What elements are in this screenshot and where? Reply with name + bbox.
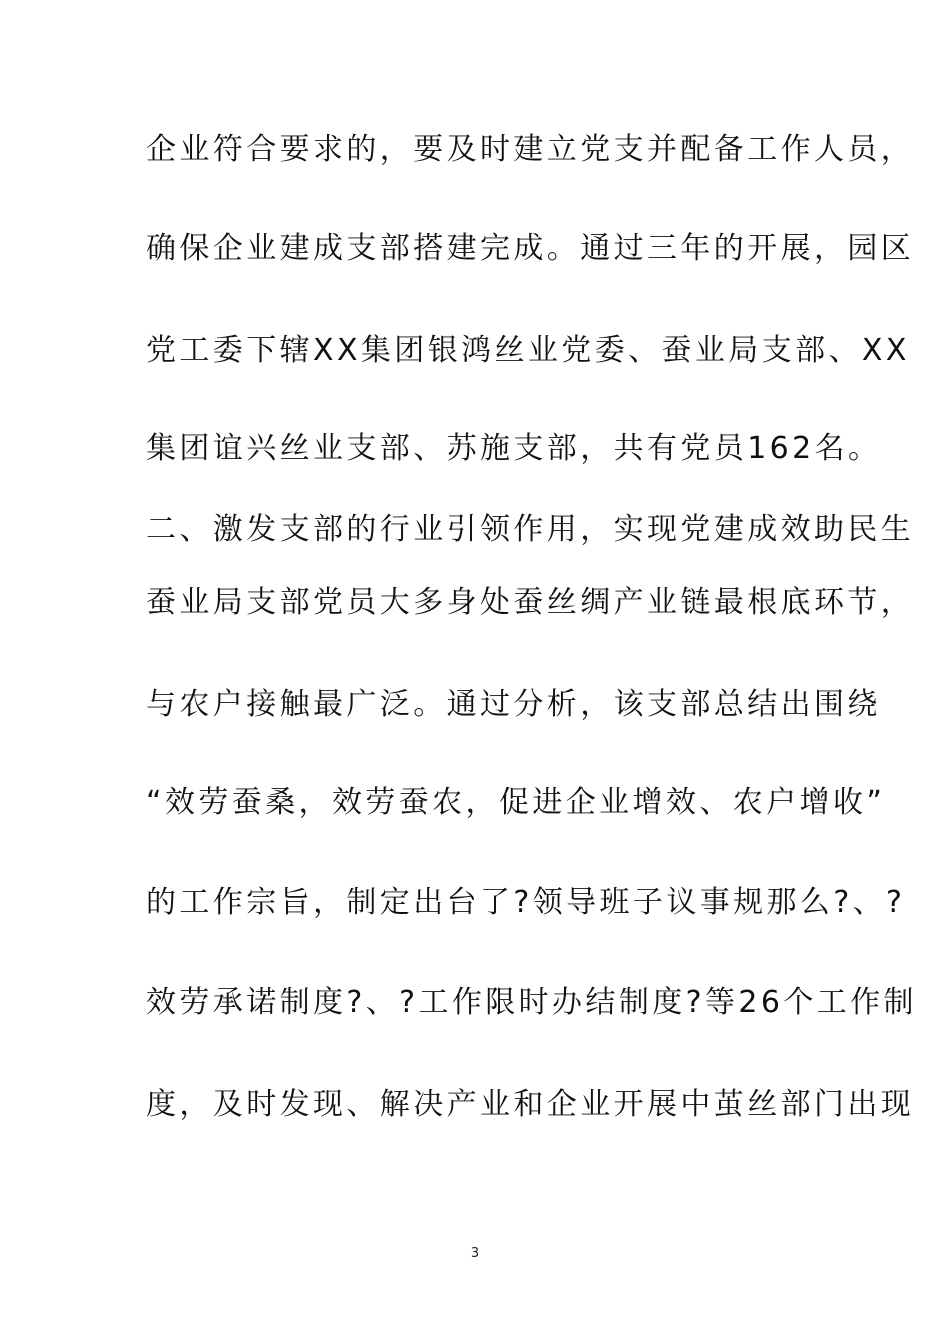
text-line-4: 集团谊兴丝业支部、苏施支部，共有党员162名。 <box>146 431 882 466</box>
page-number: 3 <box>470 1246 480 1261</box>
text-line-1: 企业符合要求的，要及时建立党支并配备工作人员， <box>146 132 915 167</box>
text-line-2: 确保企业建成支部搭建完成。通过三年的开展，园区 <box>146 231 915 266</box>
text-line-6: 蚕业局支部党员大多身处蚕丝绸产业链最根底环节， <box>146 585 915 620</box>
text-line-10: 效劳承诺制度?、?工作限时办结制度?等26个工作制 <box>146 985 917 1020</box>
text-line-8: “效劳蚕桑，效劳蚕农，促进企业增效、农户增收” <box>146 785 886 820</box>
text-line-11: 度，及时发现、解决产业和企业开展中茧丝部门出现 <box>146 1087 915 1122</box>
section-heading: 二、激发支部的行业引领作用，实现党建成效助民生 <box>146 512 915 547</box>
text-line-7: 与农户接触最广泛。通过分析，该支部总结出围绕 <box>146 687 881 722</box>
text-line-9: 的工作宗旨，制定出台了?领导班子议事规那么?、? <box>146 885 906 920</box>
text-line-3: 党工委下辖XX集团银鸿丝业党委、蚕业局支部、XX <box>146 333 910 368</box>
